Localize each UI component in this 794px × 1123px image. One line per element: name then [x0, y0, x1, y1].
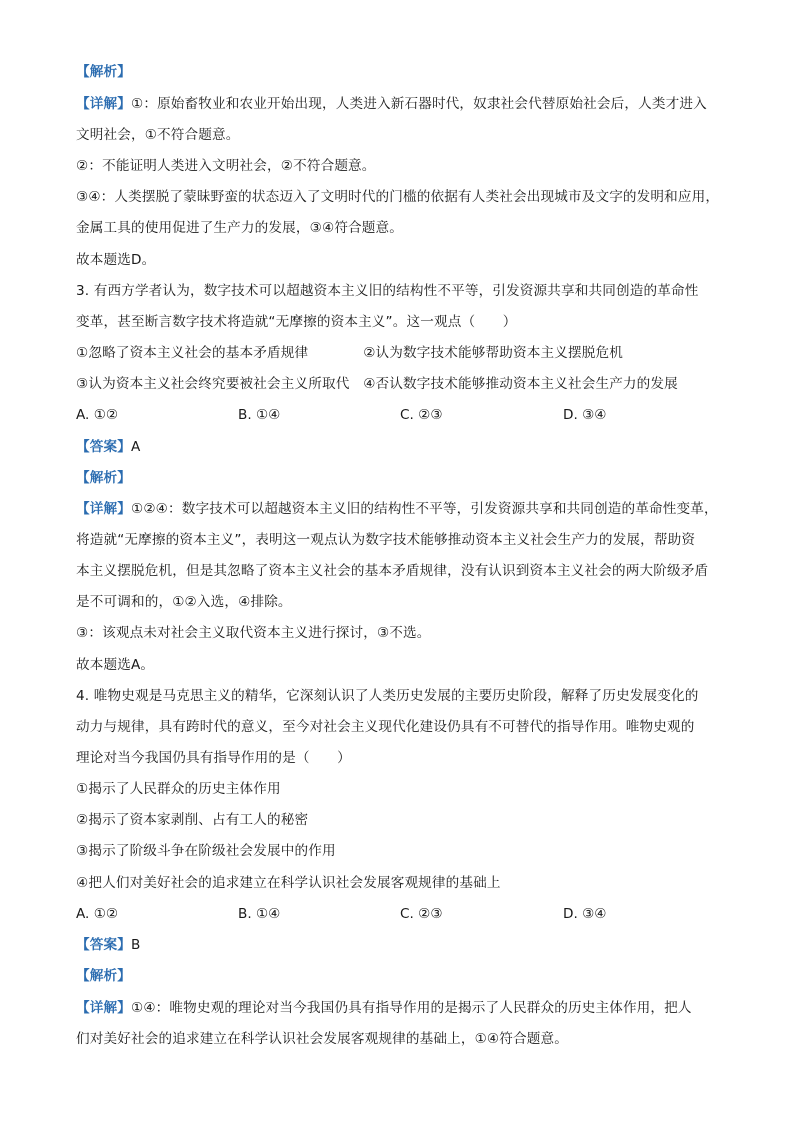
line-text: 本主义摆脱危机，但是其忽略了资本主义社会的基本矛盾规律，没有认识到资本主义社会的两大阶级矛盾 — [76, 563, 709, 579]
line-text: 4. 唯物史观是马克思主义的精华，它深刻认识了人类历史发展的主要历史阶段，解释了历史发展变化的 — [76, 688, 699, 704]
text-line — [76, 530, 734, 550]
line-text: B — [130, 937, 141, 953]
line-text: 动力与规律，具有跨时代的意义，至今对社会主义现代化建设仍具有不可替代的指导作用。唯物史观的 — [76, 719, 695, 735]
line-text: ①：原始畜牧业和农业开始出现，人类进入新石器时代，奴隶社会代替原始社会后，人类才进入 — [130, 96, 707, 112]
section-tag: 【详解】 — [76, 1000, 131, 1016]
line-text: 金属工具的使用促进了生产力的发展，③④符合题意。 — [76, 220, 404, 236]
text-line — [76, 561, 734, 581]
line-text: ③认为资本主义社会终究要被社会主义所取代 ④否认数字技术能够推动资本主义社会生产力的发展 — [76, 376, 678, 392]
text-line — [76, 156, 734, 176]
q4-options-3: D. ③④ — [563, 906, 607, 922]
text-line — [76, 94, 734, 114]
text-line — [76, 655, 734, 675]
text-line — [76, 374, 734, 394]
line-text: A — [130, 439, 141, 455]
q3-options-2: C. ②③ — [400, 407, 443, 423]
q4-options-0: A. ①② — [76, 906, 119, 922]
text-line — [76, 468, 734, 488]
q4-options-1: B. ①④ — [238, 906, 281, 922]
q3-options-0: A. ①② — [76, 407, 119, 423]
text-line — [76, 998, 734, 1018]
section-tag: 【详解】 — [76, 501, 131, 517]
line-text: 是不可调和的，①②入选，④排除。 — [76, 594, 292, 610]
text-line — [76, 499, 734, 519]
section-tag: 【答案】 — [76, 439, 131, 455]
q3-options-3: D. ③④ — [563, 407, 607, 423]
section-tag: 【解析】 — [76, 64, 131, 80]
section-tag: 【详解】 — [76, 96, 131, 112]
line-text: 将造就“无摩擦的资本主义”，表明这一观点认为数字技术能够推动资本主义社会生产力的发展，帮助资 — [76, 532, 696, 548]
text-line — [76, 281, 734, 301]
text-line — [76, 343, 734, 363]
line-text: ①④：唯物史观的理论对当今我国仍具有指导作用的是揭示了人民群众的历史主体作用，把人 — [130, 1000, 692, 1016]
text-line — [76, 717, 734, 737]
line-text: 故本题选D。 — [76, 252, 156, 268]
section-tag: 【解析】 — [76, 470, 131, 486]
line-text: ③：该观点未对社会主义取代资本主义进行探讨，③不选。 — [76, 625, 431, 641]
text-line — [76, 592, 734, 612]
text-line — [76, 125, 734, 145]
text-line — [76, 748, 734, 768]
line-text: 3. 有西方学者认为，数字技术可以超越资本主义旧的结构性不平等，引发资源共享和共同创造的革命性 — [76, 283, 699, 299]
text-line — [76, 935, 734, 955]
line-text: ③④：人类摆脱了蒙昧野蛮的状态迈入了文明时代的门槛的依据有人类社会出现城市及文字的发明和应用， — [76, 189, 720, 205]
text-line — [76, 1029, 734, 1049]
text-line — [76, 218, 734, 238]
line-text: ①揭示了人民群众的历史主体作用 — [76, 781, 281, 797]
text-line — [76, 779, 734, 799]
line-text: ②：不能证明人类进入文明社会，②不符合题意。 — [76, 158, 376, 174]
line-text: ①忽略了资本主义社会的基本矛盾规律 ②认为数字技术能够帮助资本主义摆脱危机 — [76, 345, 623, 361]
line-text: ④把人们对美好社会的追求建立在科学认识社会发展客观规律的基础上 — [76, 875, 501, 891]
q3-options-1: B. ①④ — [238, 407, 281, 423]
text-line — [76, 187, 734, 207]
q4-options-2: C. ②③ — [400, 906, 443, 922]
text-line — [76, 437, 734, 457]
text-line — [76, 810, 734, 830]
text-line — [76, 686, 734, 706]
text-line — [76, 966, 734, 986]
text-line — [76, 841, 734, 861]
line-text: ③揭示了阶级斗争在阶级社会发展中的作用 — [76, 843, 336, 859]
section-tag: 【答案】 — [76, 937, 131, 953]
text-line — [76, 623, 734, 643]
line-text: 变革，甚至断言数字技术将造就“无摩擦的资本主义”。这一观点（ ） — [76, 314, 517, 330]
text-line — [76, 62, 734, 82]
text-line — [76, 250, 734, 270]
line-text: 文明社会，①不符合题意。 — [76, 127, 240, 143]
section-tag: 【解析】 — [76, 968, 131, 984]
text-line — [76, 312, 734, 332]
text-line — [76, 873, 734, 893]
line-text: 理论对当今我国仍具有指导作用的是（ ） — [76, 750, 351, 766]
line-text: 故本题选A。 — [76, 657, 155, 673]
line-text: ①②④：数字技术可以超越资本主义旧的结构性不平等，引发资源共享和共同创造的革命性变革， — [130, 501, 718, 517]
line-text: ②揭示了资本家剥削、占有工人的秘密 — [76, 812, 309, 828]
line-text: 们对美好社会的追求建立在科学认识社会发展客观规律的基础上，①④符合题意。 — [76, 1031, 568, 1047]
